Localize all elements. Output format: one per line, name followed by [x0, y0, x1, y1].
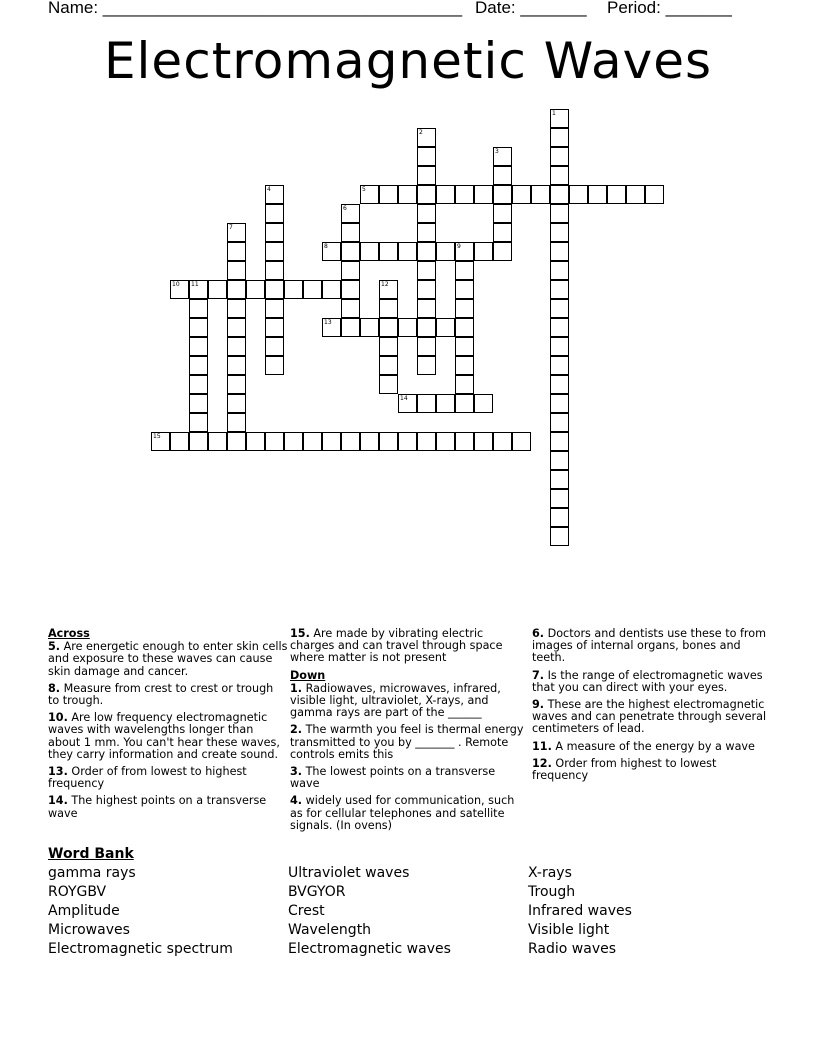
clue-text: Are low frequency electromagnetic waves with wavelengths longer than about 1 mm. You can't hear these waves, they carry information and create sound.: [48, 711, 280, 761]
grid-cell[interactable]: [550, 489, 569, 508]
grid-cell[interactable]: [550, 470, 569, 489]
grid-cell[interactable]: [265, 432, 284, 451]
clue-text: Is the range of electromagnetic waves that you can direct with your eyes.: [532, 668, 763, 694]
word-bank-item: Electromagnetic waves: [288, 941, 451, 957]
clue-number: 4: [267, 186, 271, 193]
grid-cell[interactable]: [493, 242, 512, 261]
grid-cell[interactable]: [607, 185, 626, 204]
grid-cell[interactable]: [493, 185, 512, 204]
grid-cell[interactable]: [170, 280, 189, 299]
grid-cell[interactable]: [360, 318, 379, 337]
grid-cell[interactable]: [322, 280, 341, 299]
grid-cell[interactable]: [550, 337, 569, 356]
clue-number: 10: [172, 281, 180, 288]
grid-cell[interactable]: [455, 394, 474, 413]
word-bank-column-1: [48, 864, 233, 959]
clue-number: 9: [457, 243, 461, 250]
grid-cell[interactable]: [417, 318, 436, 337]
grid-cell[interactable]: [550, 242, 569, 261]
grid-cell[interactable]: [398, 318, 417, 337]
grid-cell[interactable]: [455, 318, 474, 337]
grid-cell[interactable]: [550, 261, 569, 280]
grid-cell[interactable]: [265, 242, 284, 261]
clue-number: 7.: [532, 668, 545, 682]
grid-cell[interactable]: [265, 318, 284, 337]
grid-cell[interactable]: [550, 375, 569, 394]
grid-cell[interactable]: [189, 280, 208, 299]
clues-column-2: [290, 628, 528, 837]
grid-cell[interactable]: [550, 394, 569, 413]
clue-number: 11.: [532, 739, 552, 753]
grid-cell[interactable]: [436, 394, 455, 413]
clue-text: Are energetic enough to enter skin cells and exposure to these waves can cause skin damage and cancer.: [48, 640, 288, 678]
grid-cell[interactable]: [189, 299, 208, 318]
grid-cell[interactable]: [550, 128, 569, 147]
clue-item: [532, 628, 768, 665]
grid-cell[interactable]: [227, 413, 246, 432]
clue-number: 3: [495, 148, 499, 155]
word-bank-item: ROYGBV: [48, 884, 107, 900]
grid-cell[interactable]: [550, 280, 569, 299]
grid-cell[interactable]: [170, 432, 189, 451]
clue-item: [532, 670, 768, 694]
grid-cell[interactable]: [265, 299, 284, 318]
clue-number: 12: [381, 281, 389, 288]
grid-cell[interactable]: [379, 242, 398, 261]
grid-cell[interactable]: [265, 204, 284, 223]
down-clue-list: [290, 683, 528, 832]
grid-cell[interactable]: [417, 432, 436, 451]
grid-cell[interactable]: [550, 109, 569, 128]
clue-number: 1.: [290, 681, 303, 695]
grid-cell[interactable]: [417, 166, 436, 185]
grid-cell[interactable]: [265, 223, 284, 242]
clues-column-3: [532, 628, 768, 787]
word-bank-item: gamma rays: [48, 865, 136, 881]
clue-item: [48, 683, 288, 707]
grid-cell[interactable]: [512, 185, 531, 204]
across-clue-list: [48, 641, 288, 820]
grid-cell[interactable]: [550, 299, 569, 318]
grid-cell[interactable]: [550, 204, 569, 223]
grid-cell[interactable]: [550, 356, 569, 375]
grid-cell[interactable]: [151, 432, 170, 451]
grid-cell[interactable]: [189, 413, 208, 432]
grid-cell[interactable]: [379, 375, 398, 394]
grid-cell[interactable]: [360, 432, 379, 451]
grid-cell[interactable]: [455, 185, 474, 204]
clue-number: 6: [343, 205, 347, 212]
word-bank-item: Microwaves: [48, 922, 130, 938]
clue-text: The highest points on a transverse wave: [48, 794, 267, 820]
clue-number: 5.: [48, 640, 61, 654]
clue-number: 14.: [48, 794, 68, 808]
clue-item: [48, 766, 288, 790]
grid-cell[interactable]: [246, 432, 265, 451]
grid-cell[interactable]: [189, 318, 208, 337]
clue-number: 9.: [532, 698, 545, 712]
grid-cell[interactable]: [417, 394, 436, 413]
grid-cell[interactable]: [455, 280, 474, 299]
period-field[interactable]: Period: _______: [607, 0, 732, 17]
grid-cell[interactable]: [265, 280, 284, 299]
clue-number: 1: [552, 110, 556, 117]
grid-cell[interactable]: [227, 432, 246, 451]
grid-cell[interactable]: [626, 185, 645, 204]
grid-cell[interactable]: [398, 394, 417, 413]
grid-cell[interactable]: [436, 432, 455, 451]
grid-cell[interactable]: [417, 242, 436, 261]
grid-cell[interactable]: [455, 356, 474, 375]
grid-cell[interactable]: [379, 280, 398, 299]
grid-cell[interactable]: [550, 451, 569, 470]
clue-text: These are the highest electromagnetic waves and can penetrate through several centimeters of lead.: [532, 698, 767, 736]
clue-number: 5: [362, 186, 366, 193]
grid-cell[interactable]: [569, 185, 588, 204]
grid-cell[interactable]: [417, 204, 436, 223]
grid-cell[interactable]: [493, 432, 512, 451]
across-heading: Across: [48, 627, 90, 640]
clue-item: [290, 628, 528, 665]
grid-cell[interactable]: [474, 185, 493, 204]
grid-cell[interactable]: [474, 394, 493, 413]
grid-cell[interactable]: [455, 432, 474, 451]
clue-number: 7: [229, 224, 233, 231]
clue-text: The warmth you feel is thermal energy transmitted to you by _______ . Remote controls emits this: [290, 723, 524, 761]
grid-cell[interactable]: [550, 527, 569, 546]
grid-cell[interactable]: [189, 375, 208, 394]
clue-item: [532, 741, 768, 753]
word-bank-item: Crest: [288, 903, 325, 919]
grid-cell[interactable]: [189, 432, 208, 451]
word-bank-item: Trough: [528, 884, 576, 900]
grid-cell[interactable]: [379, 299, 398, 318]
clue-item: [532, 699, 768, 736]
grid-cell[interactable]: [303, 280, 322, 299]
word-bank-item: Ultraviolet waves: [288, 865, 410, 881]
clue-item: [48, 795, 288, 819]
clue-number: 3.: [290, 765, 303, 779]
word-bank-item: Visible light: [528, 922, 610, 938]
grid-cell[interactable]: [246, 280, 265, 299]
grid-cell[interactable]: [322, 318, 341, 337]
word-bank-item: Electromagnetic spectrum: [48, 941, 233, 957]
grid-cell[interactable]: [322, 432, 341, 451]
grid-cell[interactable]: [265, 356, 284, 375]
grid-cell[interactable]: [550, 413, 569, 432]
grid-cell[interactable]: [436, 318, 455, 337]
across-clue-list-continued: [290, 628, 528, 665]
grid-cell[interactable]: [455, 242, 474, 261]
grid-cell[interactable]: [645, 185, 664, 204]
grid-cell[interactable]: [455, 299, 474, 318]
word-bank-item: Radio waves: [528, 941, 617, 957]
grid-cell[interactable]: [227, 375, 246, 394]
grid-cell[interactable]: [398, 242, 417, 261]
clue-text: Order from highest to lowest frequency: [532, 756, 717, 783]
down-clue-list-continued: [532, 628, 768, 782]
clue-item: [290, 795, 528, 832]
grid-cell[interactable]: [417, 356, 436, 375]
grid-cell[interactable]: [208, 280, 227, 299]
grid-cell[interactable]: [341, 223, 360, 242]
grid-cell[interactable]: [417, 337, 436, 356]
date-field[interactable]: Date: _______: [475, 0, 587, 17]
clue-number: 10.: [48, 711, 68, 725]
grid-cell[interactable]: [550, 508, 569, 527]
grid-cell[interactable]: [550, 318, 569, 337]
grid-cell[interactable]: [550, 166, 569, 185]
clue-item: [290, 724, 528, 761]
grid-cell[interactable]: [512, 432, 531, 451]
grid-cell[interactable]: [379, 318, 398, 337]
clue-text: The lowest points on a transverse wave: [290, 765, 496, 791]
clues-column-1: [48, 628, 288, 825]
grid-cell[interactable]: [284, 280, 303, 299]
clue-text: Radiowaves, microwaves, infrared, visible light, ultraviolet, X-rays, and gamma rays are part of the ______: [290, 681, 501, 720]
grid-cell[interactable]: [322, 242, 341, 261]
grid-cell[interactable]: [227, 280, 246, 299]
clue-text: Order of from lowest to highest frequency: [48, 765, 247, 791]
clue-number: 2.: [290, 723, 303, 737]
word-bank-title: Word Bank: [48, 846, 134, 862]
clue-number: 13.: [48, 765, 68, 779]
grid-cell[interactable]: [360, 185, 379, 204]
grid-cell[interactable]: [284, 432, 303, 451]
clue-number: 13: [324, 319, 332, 326]
clue-number: 15: [153, 433, 161, 440]
grid-cell[interactable]: [265, 261, 284, 280]
clue-text: A measure of the energy by a wave: [551, 739, 755, 753]
grid-cell[interactable]: [189, 337, 208, 356]
grid-cell[interactable]: [379, 337, 398, 356]
grid-cell[interactable]: [208, 432, 227, 451]
word-bank-column-3: [528, 864, 632, 959]
clue-number: 14: [400, 395, 408, 402]
word-bank-column-2: [288, 864, 451, 959]
grid-cell[interactable]: [227, 394, 246, 413]
grid-cell[interactable]: [341, 432, 360, 451]
grid-cell[interactable]: [474, 242, 493, 261]
clue-number: 12.: [532, 756, 552, 770]
clue-number: 6.: [532, 627, 545, 640]
clue-item: [290, 683, 528, 720]
grid-cell[interactable]: [227, 299, 246, 318]
grid-cell[interactable]: [417, 299, 436, 318]
word-bank-item: BVGYOR: [288, 884, 346, 900]
grid-cell[interactable]: [417, 223, 436, 242]
grid-cell[interactable]: [227, 242, 246, 261]
grid-cell[interactable]: [493, 147, 512, 166]
clue-text: Measure from crest to crest or trough to trough.: [48, 681, 274, 708]
grid-cell[interactable]: [341, 318, 360, 337]
word-bank-item: Amplitude: [48, 903, 120, 919]
grid-cell[interactable]: [265, 185, 284, 204]
grid-cell[interactable]: [455, 375, 474, 394]
clue-number: 15.: [290, 627, 310, 640]
grid-cell[interactable]: [303, 432, 322, 451]
grid-cell[interactable]: [493, 223, 512, 242]
clue-item: [532, 758, 768, 782]
grid-cell[interactable]: [227, 261, 246, 280]
clue-number: 8: [324, 243, 328, 250]
grid-cell[interactable]: [379, 185, 398, 204]
clue-text: Are made by vibrating electric charges and can travel through space where matter is not present: [290, 627, 503, 665]
word-bank-item: X-rays: [528, 865, 572, 881]
grid-cell[interactable]: [360, 242, 379, 261]
grid-cell[interactable]: [550, 432, 569, 451]
clue-item: [48, 712, 288, 761]
grid-cell[interactable]: [436, 185, 455, 204]
grid-cell[interactable]: [341, 299, 360, 318]
clue-number: 4.: [290, 794, 303, 808]
grid-cell[interactable]: [417, 261, 436, 280]
grid-cell[interactable]: [398, 432, 417, 451]
grid-cell[interactable]: [189, 356, 208, 375]
grid-cell[interactable]: [436, 242, 455, 261]
grid-cell[interactable]: [493, 166, 512, 185]
grid-cell[interactable]: [550, 223, 569, 242]
grid-cell[interactable]: [227, 337, 246, 356]
grid-cell[interactable]: [550, 185, 569, 204]
clue-text: Doctors and dentists use these to from images of internal organs, bones and teeth.: [532, 627, 767, 665]
grid-cell[interactable]: [417, 280, 436, 299]
grid-cell[interactable]: [341, 280, 360, 299]
grid-cell[interactable]: [455, 337, 474, 356]
name-field[interactable]: Name: ______________________________________: [48, 0, 463, 17]
clue-item: [48, 641, 288, 678]
grid-cell[interactable]: [493, 204, 512, 223]
grid-cell[interactable]: [379, 356, 398, 375]
clue-number: 2: [419, 129, 423, 136]
clue-number: 8.: [48, 681, 61, 695]
grid-cell[interactable]: [341, 261, 360, 280]
clue-item: [290, 766, 528, 790]
grid-cell[interactable]: [227, 318, 246, 337]
grid-cell[interactable]: [417, 128, 436, 147]
grid-cell[interactable]: [531, 185, 550, 204]
grid-cell[interactable]: [550, 147, 569, 166]
page-title: Electromagnetic Waves: [103, 32, 713, 90]
down-heading: Down: [290, 668, 326, 682]
grid-cell[interactable]: [417, 147, 436, 166]
grid-cell[interactable]: [588, 185, 607, 204]
grid-cell[interactable]: [227, 356, 246, 375]
grid-cell[interactable]: [227, 223, 246, 242]
grid-cell[interactable]: [455, 261, 474, 280]
grid-cell[interactable]: [474, 432, 493, 451]
grid-cell[interactable]: [265, 337, 284, 356]
clue-text: widely used for communication, such as for cellular telephones and satellite signals. (In ovens): [290, 794, 515, 832]
grid-cell[interactable]: [189, 394, 208, 413]
grid-cell[interactable]: [341, 242, 360, 261]
grid-cell[interactable]: [417, 185, 436, 204]
grid-cell[interactable]: [398, 185, 417, 204]
word-bank-item: Wavelength: [288, 922, 372, 938]
grid-cell[interactable]: [379, 432, 398, 451]
word-bank-item: Infrared waves: [528, 903, 632, 919]
clue-number: 11: [191, 281, 199, 288]
grid-cell[interactable]: [341, 204, 360, 223]
